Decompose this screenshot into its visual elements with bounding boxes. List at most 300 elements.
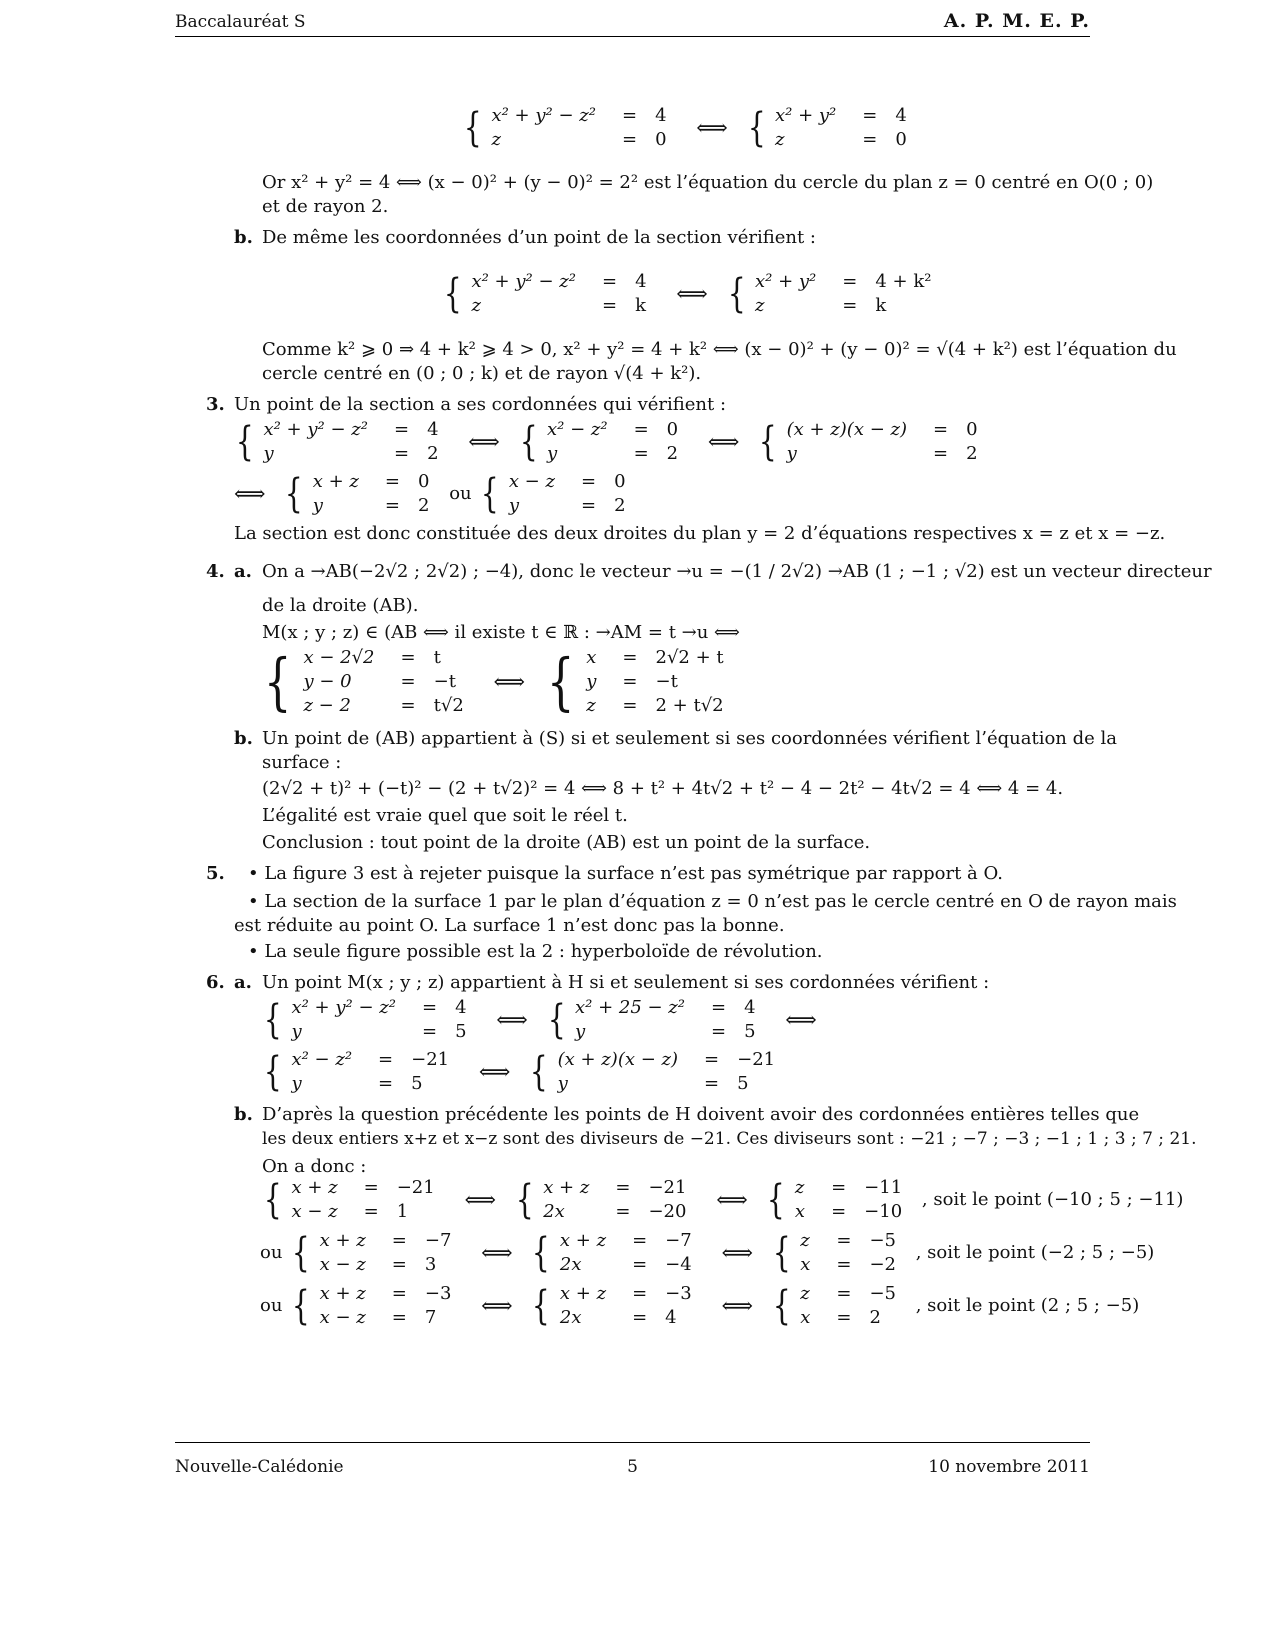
equation-row [541, 418, 692, 442]
rhs: −t [433, 671, 456, 692]
brace: { [443, 271, 462, 317]
equals: = [632, 1307, 648, 1328]
lhs: z [774, 129, 785, 150]
equals: = [378, 1049, 394, 1070]
rhs: −7 [424, 1230, 452, 1251]
equation-system [307, 470, 444, 518]
rhs: 2 [666, 443, 679, 464]
system-6b [260, 1048, 789, 1096]
equals: = [632, 1283, 648, 1304]
equals: = [421, 1021, 438, 1042]
lhs: x² + y² − z² [291, 997, 396, 1018]
question-number: 5. [206, 863, 225, 884]
page-header [175, 10, 1090, 37]
equation-row [749, 294, 945, 318]
rhs: 5 [411, 1073, 423, 1094]
result-row-3: ou { x + z = −3 x − z = 7 ⟺ { x + z = −3 2x = 4 ⟺ { z = −5 x = 2 , soit le point (2 ; 5 ; −5) [260, 1283, 1140, 1329]
bullet-item: • La section de la surface 1 par le plan d’équation z = 0 n’est pas le cercle centré en O de rayon mais [248, 891, 1177, 912]
equation-row [485, 104, 680, 128]
rhs: −5 [869, 1283, 896, 1304]
lhs: z [800, 1283, 810, 1304]
equals: = [842, 271, 858, 292]
lhs: x² + 25 − z² [574, 997, 686, 1018]
equation-row [552, 1072, 790, 1096]
equation-row [789, 1176, 916, 1200]
result-row-2: ou { x + z = −7 x − z = 3 ⟺ { x + z = −7 2x = −4 ⟺ { z = −5 x = −2 , soit le point (−2 ; 5 ; −5) [260, 1230, 1155, 1276]
equals: = [363, 1177, 379, 1198]
rhs: 5 [737, 1073, 749, 1094]
paragraph: L’égalité est vraie quel que soit le réel t. [262, 805, 628, 826]
equals: = [831, 1201, 847, 1222]
equals: = [711, 1021, 727, 1042]
equals: = [842, 295, 858, 316]
equation-system [749, 270, 945, 318]
rhs: 1 [396, 1201, 409, 1222]
equals: = [632, 1230, 648, 1251]
lhs: x² + y² [754, 271, 817, 292]
equation-system [781, 418, 992, 466]
equation-system [537, 1176, 700, 1224]
equals: = [400, 695, 416, 716]
equals: = [836, 1307, 852, 1328]
equation-row [794, 1253, 910, 1277]
lhs: x + z [559, 1230, 607, 1251]
page-footer [175, 1442, 1090, 1477]
brace: { [291, 1283, 310, 1329]
paragraph: D’après la question précédente les points de H doivent avoir des cordonnées entières telles que [262, 1104, 1140, 1125]
equals: = [933, 419, 949, 440]
equation-row [307, 470, 444, 494]
system-6a [260, 996, 827, 1044]
iff-symbol: ⟺ [493, 669, 526, 695]
rhs: 4 [895, 105, 907, 126]
lhs: y [263, 443, 274, 464]
equals: = [836, 1230, 852, 1251]
lhs: x − z [319, 1307, 366, 1328]
rhs: 2 [869, 1307, 881, 1328]
lhs: 2x [559, 1254, 582, 1275]
rhs: −5 [869, 1230, 896, 1251]
rhs: 7 [424, 1307, 437, 1328]
lhs: y − 0 [303, 671, 352, 692]
brace: { [529, 1049, 548, 1095]
paragraph: La section est donc constituée des deux droites du plan y = 2 d’équations respectives x = z et x = −z. [234, 523, 1166, 544]
equation-row [307, 494, 444, 518]
equals: = [704, 1049, 720, 1070]
rhs: 2√2 + t [655, 647, 724, 668]
equation-system [554, 1229, 706, 1277]
equals: = [933, 443, 949, 464]
footer-right: 10 novembre 2011 [928, 1457, 1090, 1477]
rhs: 0 [666, 419, 679, 440]
equation-system [580, 646, 737, 718]
equation-row [580, 670, 737, 694]
item-label: b. [234, 1104, 253, 1125]
rhs: −21 [396, 1177, 435, 1198]
rhs: 4 [635, 271, 647, 292]
lhs: x − 2√2 [303, 647, 375, 668]
rhs: t√2 [433, 695, 464, 716]
lhs: z − 2 [303, 695, 351, 716]
lhs: z [491, 129, 501, 150]
equation-row [749, 270, 945, 294]
rhs: 5 [744, 1021, 756, 1042]
paragraph: Un point M(x ; y ; z) appartient à H si et seulement si ses cordonnées vérifient : [262, 972, 990, 993]
lhs: (x + z)(x − z) [557, 1049, 679, 1070]
equals: = [711, 997, 727, 1018]
equals: = [378, 1073, 394, 1094]
brace: { [481, 471, 499, 517]
lhs: x + z [559, 1283, 607, 1304]
item-label: b. [234, 728, 253, 749]
lhs: x² − z² [546, 419, 608, 440]
question-number: 3. [206, 394, 225, 415]
equation-row [465, 294, 660, 318]
question-number: 4. [206, 561, 225, 582]
lhs: z [471, 295, 481, 316]
equation-row [569, 1020, 770, 1044]
equation-row [580, 646, 737, 670]
equation-system [465, 270, 660, 318]
equals: = [421, 997, 438, 1018]
equation-system [794, 1229, 910, 1277]
iff-symbol: ⟺ [234, 481, 266, 507]
equation-row [503, 494, 640, 518]
equals: = [384, 495, 400, 516]
paragraph: et de rayon 2. [262, 196, 389, 217]
iff-symbol: ⟺ [481, 1240, 513, 1266]
lhs: z [586, 695, 596, 716]
equation-row [537, 1200, 700, 1224]
equation-row [285, 996, 480, 1020]
equation-row [314, 1253, 466, 1277]
equation-system [257, 418, 452, 466]
rhs: 2 [427, 443, 439, 464]
rhs: −t [655, 671, 678, 692]
rhs: −21 [648, 1177, 687, 1198]
brace: { [747, 105, 766, 151]
equals: = [391, 1230, 407, 1251]
equation-row [781, 418, 992, 442]
equals: = [831, 1177, 847, 1198]
brace: { [519, 419, 538, 465]
equals: = [363, 1201, 379, 1222]
equals: = [836, 1283, 852, 1304]
paragraph: M(x ; y ; z) ∈ (AB ⟺ il existe t ∈ ℝ : →AM = t →u ⟺ [262, 622, 740, 643]
equation-system [297, 646, 477, 718]
equation-row [503, 470, 640, 494]
rhs: 2 [966, 443, 978, 464]
lhs: x + z [543, 1177, 590, 1198]
system-3 [232, 418, 992, 466]
rhs: k [635, 295, 646, 316]
equation-row [257, 442, 452, 466]
equation-system [314, 1229, 466, 1277]
rhs: 2 + t√2 [655, 695, 724, 716]
equation: (2√2 + t)² + (−t)² − (2 + t√2)² = 4 ⟺ 8 + t² + 4t√2 + t² − 4 − 2t² − 4t√2 = 4 ⟺ 4 = 4. [262, 778, 1064, 799]
rhs: −10 [864, 1201, 903, 1222]
rhs: 4 [655, 105, 667, 126]
item-label: a. [234, 561, 252, 582]
equation-row [285, 1020, 480, 1044]
iff-symbol: ⟺ [676, 281, 708, 307]
equation-system [541, 418, 692, 466]
paragraph: les deux entiers x+z et x−z sont des diviseurs de −21. Ces diviseurs sont : −21 ; −7 ; −3 ; −1 ; 1 ; 3 ; 7 ; 21. [262, 1129, 1197, 1149]
lhs: x + z [319, 1230, 366, 1251]
equation-system [552, 1048, 790, 1096]
equals: = [393, 419, 410, 440]
brace: { [263, 645, 292, 718]
rhs: 4 [427, 419, 439, 440]
rhs: −21 [737, 1049, 776, 1070]
equation-row [769, 104, 921, 128]
paragraph: cercle centré en (0 ; 0 ; k) et de rayon √(4 + k²). [262, 363, 702, 384]
equation-row [541, 442, 692, 466]
equals: = [621, 129, 638, 150]
system-1 [460, 104, 921, 152]
paragraph: Un point de la section a ses cordonnées qui vérifient : [234, 394, 727, 415]
brace: { [532, 1283, 551, 1329]
rhs: 0 [614, 471, 626, 492]
lhs: x² + y² − z² [263, 419, 368, 440]
equation-system [314, 1282, 466, 1330]
iff-symbol: ⟺ [481, 1293, 513, 1319]
iff-symbol: ⟺ [785, 1007, 817, 1033]
equals: = [384, 471, 400, 492]
lhs: x [586, 647, 597, 668]
lhs: (x + z)(x − z) [786, 419, 908, 440]
iff-symbol: ⟺ [464, 1187, 496, 1213]
paragraph: Comme k² ⩾ 0 ⇒ 4 + k² ⩾ 4 > 0, x² + y² = 4 + k² ⟺ (x − 0)² + (y − 0)² = √(4 + k²) est l’équation du [262, 339, 1177, 360]
lhs: y [786, 443, 797, 464]
rhs: −3 [665, 1283, 692, 1304]
equation-row [554, 1253, 706, 1277]
equation-row [794, 1306, 910, 1330]
brace: { [285, 471, 303, 517]
equation-row [794, 1282, 910, 1306]
iff-symbol: ⟺ [696, 115, 728, 141]
system-3-split: ⟺ { x + z = 0 y = 2 ou { x − z = 0 y = 2 [234, 470, 640, 518]
rhs: −4 [665, 1254, 692, 1275]
equation-row [537, 1176, 700, 1200]
brace: { [263, 1049, 282, 1095]
equals: = [704, 1073, 720, 1094]
lhs: y [586, 671, 597, 692]
equals: = [622, 695, 638, 716]
rhs: 4 [455, 997, 467, 1018]
equation-system [794, 1282, 910, 1330]
equation-row [297, 670, 477, 694]
equals: = [391, 1283, 407, 1304]
item-label: a. [234, 972, 252, 993]
lhs: x² − z² [291, 1049, 353, 1070]
bullet-item: • La seule figure possible est la 2 : hyperboloïde de révolution. [248, 941, 823, 962]
equals: = [836, 1254, 852, 1275]
equals: = [580, 495, 597, 516]
equals: = [862, 129, 878, 150]
rhs: 3 [424, 1254, 437, 1275]
lhs: y [291, 1021, 302, 1042]
equation-system [485, 104, 680, 152]
equals: = [862, 105, 878, 126]
lhs: x² + y² − z² [471, 271, 576, 292]
equation-row [314, 1282, 466, 1306]
equation-row [794, 1229, 910, 1253]
iff-symbol: ⟺ [478, 1059, 511, 1085]
rhs: 0 [655, 129, 667, 150]
lhs: y [508, 495, 519, 516]
equation-row [314, 1306, 466, 1330]
equation-row [781, 442, 992, 466]
brace: { [772, 1230, 791, 1276]
rhs: 0 [895, 129, 907, 150]
rhs: 4 + k² [875, 271, 932, 292]
rhs: 2 [418, 495, 430, 516]
lhs: 2x [559, 1307, 582, 1328]
header-right: A. P. M. E. P. [943, 10, 1090, 32]
brace: { [235, 419, 254, 465]
lhs: x − z [319, 1254, 366, 1275]
equals: = [391, 1307, 407, 1328]
rhs: t [433, 647, 441, 668]
brace: { [515, 1177, 534, 1223]
brace: { [767, 1177, 786, 1223]
lhs: x² + y² − z² [491, 105, 596, 126]
equation-row [554, 1282, 706, 1306]
equation-row [285, 1048, 463, 1072]
equation-row [485, 128, 680, 152]
equals: = [391, 1254, 407, 1275]
page-number: 5 [627, 1457, 638, 1477]
rhs: 4 [744, 997, 756, 1018]
brace: { [463, 105, 482, 151]
iff-symbol: ⟺ [707, 429, 740, 455]
equation-system [285, 996, 480, 1044]
footer-left: Nouvelle-Calédonie [175, 1457, 344, 1477]
lhs: x [800, 1254, 811, 1275]
equation-row [580, 694, 737, 718]
equals: = [633, 419, 649, 440]
brace: { [532, 1230, 551, 1276]
equation-row [554, 1306, 706, 1330]
equation-row [569, 996, 770, 1020]
system-4 [258, 646, 738, 718]
equation-row [552, 1048, 790, 1072]
lhs: x [800, 1307, 811, 1328]
paragraph: Conclusion : tout point de la droite (AB) est un point de la surface. [262, 832, 871, 853]
lhs: y [557, 1073, 568, 1094]
rhs: −20 [648, 1201, 687, 1222]
rhs: −21 [411, 1049, 450, 1070]
iff-symbol: ⟺ [496, 1007, 528, 1033]
bullet-item: est réduite au point O. La surface 1 n’est donc pas la bonne. [234, 915, 785, 936]
paragraph: On a donc : [262, 1156, 367, 1177]
item-label: b. [234, 227, 253, 248]
brace: { [727, 271, 746, 317]
equation-system [554, 1282, 706, 1330]
equation-row [789, 1200, 916, 1224]
lhs: y [291, 1073, 302, 1094]
equals: = [622, 671, 638, 692]
equals: = [615, 1201, 631, 1222]
iff-symbol: ⟺ [468, 429, 500, 455]
rhs: −3 [424, 1283, 452, 1304]
rhs: −7 [665, 1230, 692, 1251]
paragraph: de la droite (AB). [262, 595, 419, 616]
iff-symbol: ⟺ [716, 1187, 748, 1213]
equation-system [285, 1176, 448, 1224]
system-2 [440, 270, 945, 318]
paragraph: On a →AB(−2√2 ; 2√2) ; −4), donc le vecteur →u = −(1 / 2√2) →AB (1 ; −1 ; √2) est un vecteur directeur [262, 561, 1212, 582]
iff-symbol: ⟺ [721, 1240, 753, 1266]
paragraph: surface : [262, 752, 342, 773]
lhs: x + z [312, 471, 359, 492]
result-row-1: { x + z = −21 x − z = 1 ⟺ { x + z = −21 2x = −20 ⟺ { z = −11 x = −10 , soit le point (−10 ; 5 ; −11) [263, 1177, 1184, 1223]
brace: { [772, 1283, 791, 1329]
rhs: 4 [665, 1307, 677, 1328]
equals: = [580, 471, 597, 492]
lhs: 2x [543, 1201, 565, 1222]
lhs: y [546, 443, 558, 464]
lhs: z [754, 295, 765, 316]
equals: = [400, 671, 416, 692]
rhs: 0 [418, 471, 430, 492]
equals: = [400, 647, 416, 668]
equals: = [633, 443, 649, 464]
equation-row [297, 694, 477, 718]
lhs: z [800, 1230, 810, 1251]
rhs: −11 [864, 1177, 903, 1198]
equation-system [789, 1176, 916, 1224]
iff-symbol: ⟺ [721, 1293, 753, 1319]
equals: = [601, 271, 618, 292]
equals: = [615, 1177, 631, 1198]
equation-system [569, 996, 770, 1044]
equation-system [285, 1048, 463, 1096]
equation-row [769, 128, 921, 152]
equation-row [465, 270, 660, 294]
equals: = [622, 647, 638, 668]
equation-row [297, 646, 477, 670]
lhs: x − z [508, 471, 555, 492]
lhs: z [794, 1177, 805, 1198]
brace: { [291, 1230, 310, 1276]
brace: { [546, 645, 575, 718]
header-left: Baccalauréat S [175, 12, 306, 32]
rhs: 0 [966, 419, 978, 440]
lhs: x − z [291, 1201, 338, 1222]
paragraph: De même les coordonnées d’un point de la section vérifient : [262, 227, 816, 248]
brace: { [758, 419, 777, 465]
brace: { [547, 997, 566, 1043]
rhs: 2 [614, 495, 626, 516]
equals: = [632, 1254, 648, 1275]
lhs: x [794, 1201, 806, 1222]
equals: = [621, 105, 638, 126]
equation-row [285, 1200, 448, 1224]
equation-system [769, 104, 921, 152]
equation-row [285, 1072, 463, 1096]
question-number: 6. [206, 972, 225, 993]
paragraph: Un point de (AB) appartient à (S) si et seulement si ses coordonnées vérifient l’équation de la [262, 728, 1117, 749]
equation-row [314, 1229, 466, 1253]
brace: { [263, 1177, 282, 1223]
bullet-item: • La figure 3 est à rejeter puisque la surface n’est pas symétrique par rapport à O. [248, 863, 1003, 884]
rhs: −2 [869, 1254, 896, 1275]
lhs: x² + y² [774, 105, 837, 126]
paragraph: Or x² + y² = 4 ⟺ (x − 0)² + (y − 0)² = 2² est l’équation du cercle du plan z = 0 centré en O(0 ; 0) [262, 172, 1154, 193]
equation-row [554, 1229, 706, 1253]
